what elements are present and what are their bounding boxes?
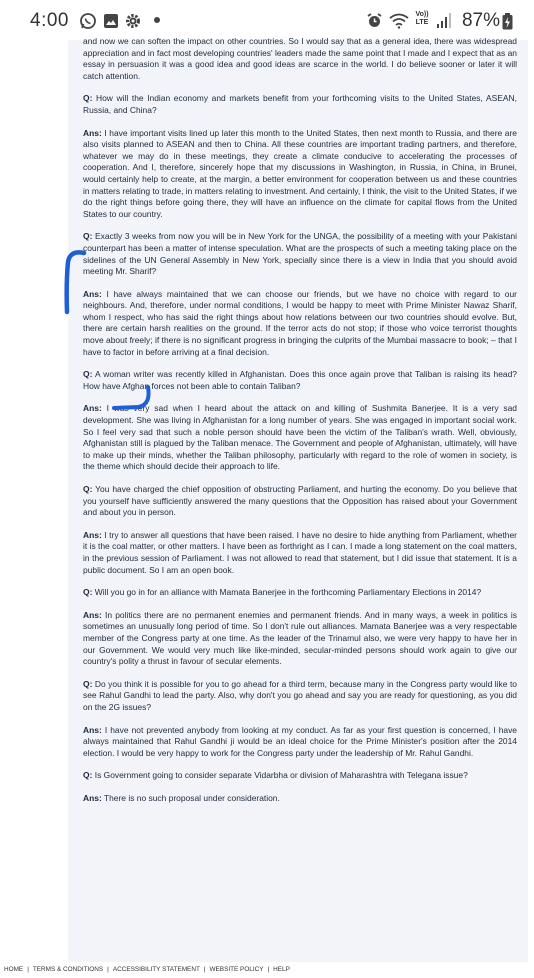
answer-text: I have not prevented anybody from looking at my conduct. As far as your first question is concerned, I have always maintained that Rahul Gandhi ji would be an ideal choice for the Prime Minister's position after the 2014 election. I would be very happy to work for the Congress party under the leadership of Mr. Rahul Gandhi. (83, 724, 517, 758)
question-text: Is Government going to consider separate Vidarbha or division of Maharashtra with Telegana issue? (94, 770, 468, 781)
question-label: Q: (83, 678, 93, 689)
question-label: Q: (83, 587, 93, 598)
question (83, 679, 517, 714)
signal-icon (436, 12, 452, 29)
question-label: Q: (83, 369, 93, 380)
question (83, 93, 517, 116)
answer-label: Ans: (83, 288, 102, 299)
question-label: Q: (83, 231, 93, 242)
wifi-icon (388, 12, 410, 29)
answer (83, 610, 517, 668)
answer-text: In politics there are no permanent enemies and permanent friends. And in many ways, a week in politics is sometimes an unusually long period of time. So I don't rule out alliances. Mamata Banerjee was a very respectable member of the Congress party at one time. As the leader of the Trinamul also, we were very happy to have her in our Government. We would very much like like-minded, secular-minded persons should work again to give our country's polity a thrust in favour of secular elements. (83, 609, 517, 667)
footer-link-help[interactable]: HELP (273, 966, 290, 973)
status-bar (0, 0, 534, 40)
answer-label: Ans: (83, 792, 102, 803)
intro-paragraph: and now we can soften the impact on other countries. So I would say that as a general idea, there was widespread appreciation and in fact most developing countries' leaders made the same point that I made and I expect that as an essay in persuasion it was a good idea and good ideas are scarce in the world. I do believe sooner or later it will catch attention. (83, 36, 517, 81)
battery-charging-icon (502, 13, 513, 30)
question-label: Q: (83, 484, 93, 494)
question (83, 770, 517, 782)
site-footer: HOME | TERMS & CONDITIONS | ACCESSIBILITY STATEMENT | WEBSITE POLICY | HELP (0, 962, 534, 978)
footer-link-accessibility[interactable]: ACCESSIBILITY STATEMENT (112, 966, 200, 973)
question (83, 369, 517, 392)
answer-text: I try to answer all questions that have been raised. I have no desire to hide anything from Parliament, whether it is the coal matter, or other matters. I have been as forthright as I can. I made a long statement on the coal matters, in the previous session of Parliament. I was not allowed to read that statement, but I did issue that statement. It is a public document. So I am an open book. (83, 529, 517, 575)
footer-link-terms[interactable]: TERMS & CONDITIONS (32, 966, 104, 973)
network-label: Vo)) LTE (415, 11, 429, 26)
interview-article (83, 36, 517, 815)
answer (83, 725, 517, 760)
answer-label: Ans: (83, 403, 102, 414)
answer-text: I have always maintained that we can choose our friends, but we have no choice with regard to our neighbours. And, therefore, under normal conditions, I would be happy to meet with Prime Minister Nawaz Sharif, whom I respect, who has said the right things about how relations between our two countries should evolve. But, there are certain harsh realities on the ground. If the terror acts do not stop; if those who voice terrorist thoughts move about freely; if there is no significant progress in bringing the culprits of the Mumbai massacre to book; – that I have to factor in before arriving at a final decision. (83, 288, 517, 357)
answer-label: Ans: (83, 127, 102, 138)
alarm-icon (366, 12, 383, 29)
answer (83, 793, 517, 805)
question-text: Exactly 3 weeks from now you will be in New York for the UNGA, the possibility of a meeting with your Pakistani counterpart has been a matter of intense speculation. What are the prospects of such a meeting taking place on the sidelines of the UN General Assembly in New York, specially since there is a view in India that you should avoid meeting Mr. Sharif? (83, 231, 517, 277)
question-label: Q: (83, 770, 93, 781)
answer (83, 403, 517, 473)
question-text: How will the Indian economy and markets benefit from your forthcoming visits to the United States, ASEAN, Russia, and China? (83, 93, 517, 115)
footer-link-website-policy[interactable]: WEBSITE POLICY (209, 966, 264, 973)
answer-text: I was very sad when I heard about the attack on and killing of Sushmita Banerjee. It is a very sad development. She was living in Afghanistan for a long number of years. She was engaged in important social work. So I feel very sad that such a noble person should have been the victim of the Taliban's wrath. Well, obviously, Afghanistan still is plagued by the Taliban menace. The Government and people of Afghanistan, ultimately, will have to make up their minds, whether the Taliban philosophy, particularly with regard to the role of women in society, is the theme which should decide their approach to life. (83, 403, 517, 472)
question (83, 484, 517, 519)
question (83, 587, 517, 599)
notification-dot-icon (154, 17, 160, 23)
gallery-icon (102, 12, 120, 30)
battery-percentage: 87% (461, 10, 500, 31)
answer-text: I have important visits lined up later this month to the United States, then next month to Russia, and there are also visits planned to ASEAN and then to China. All these countries are important trading partners, and therefore, whatever we may do in these meetings, they create a climate conducive to accelerating the processes of cooperation. And I, therefore, sincerely hope that my discussions in Washington, in Russia, in China, in Brunei, would certainly help to create, at the margin, a better environment for cooperation between us and these countries in matters relating to trade, in matters relating to investment. And certainly, I think, the visit to the United States, if we do the right things before going there, they will have an influence on the climate for capital flows from the United States to our country. (83, 127, 517, 219)
question-text: You have charged the chief opposition of obstructing Parliament, and hurting the economy. Do you believe that you yourself have sufficiently answered the many questions that the Opposition has raised about your Government and about you in person. (83, 484, 517, 518)
answer (83, 289, 517, 359)
question-text: Do you think it is possible for you to go ahead for a third term, because many in the Congress party would like to see Rahul Gandhi to lead the party. Also, why don't you go ahead and say you are ready for questioning, as you did on the 2G issues? (83, 678, 517, 712)
question-text: A woman writer was recently killed in Afghanistan. Does this once again prove that Taliban is raising its head? How have Afghan forces not been able to contain Taliban? (83, 369, 517, 391)
whatsapp-icon (79, 12, 97, 30)
answer (83, 530, 517, 576)
footer-link-home[interactable]: HOME (4, 966, 24, 973)
answer-label: Ans: (83, 724, 102, 735)
answer-label: Ans: (83, 529, 102, 540)
answer-text: There is no such proposal under consideration. (103, 792, 280, 803)
answer (83, 128, 517, 221)
clock: 4:00 (30, 10, 69, 31)
question-text: Will you go in for an alliance with Mamata Banerjee in the forthcoming Parliamentary Elections in 2014? (94, 587, 482, 598)
gear-icon (124, 12, 142, 30)
answer-label: Ans: (83, 609, 102, 620)
question-label: Q: (83, 93, 93, 104)
question (83, 231, 517, 277)
